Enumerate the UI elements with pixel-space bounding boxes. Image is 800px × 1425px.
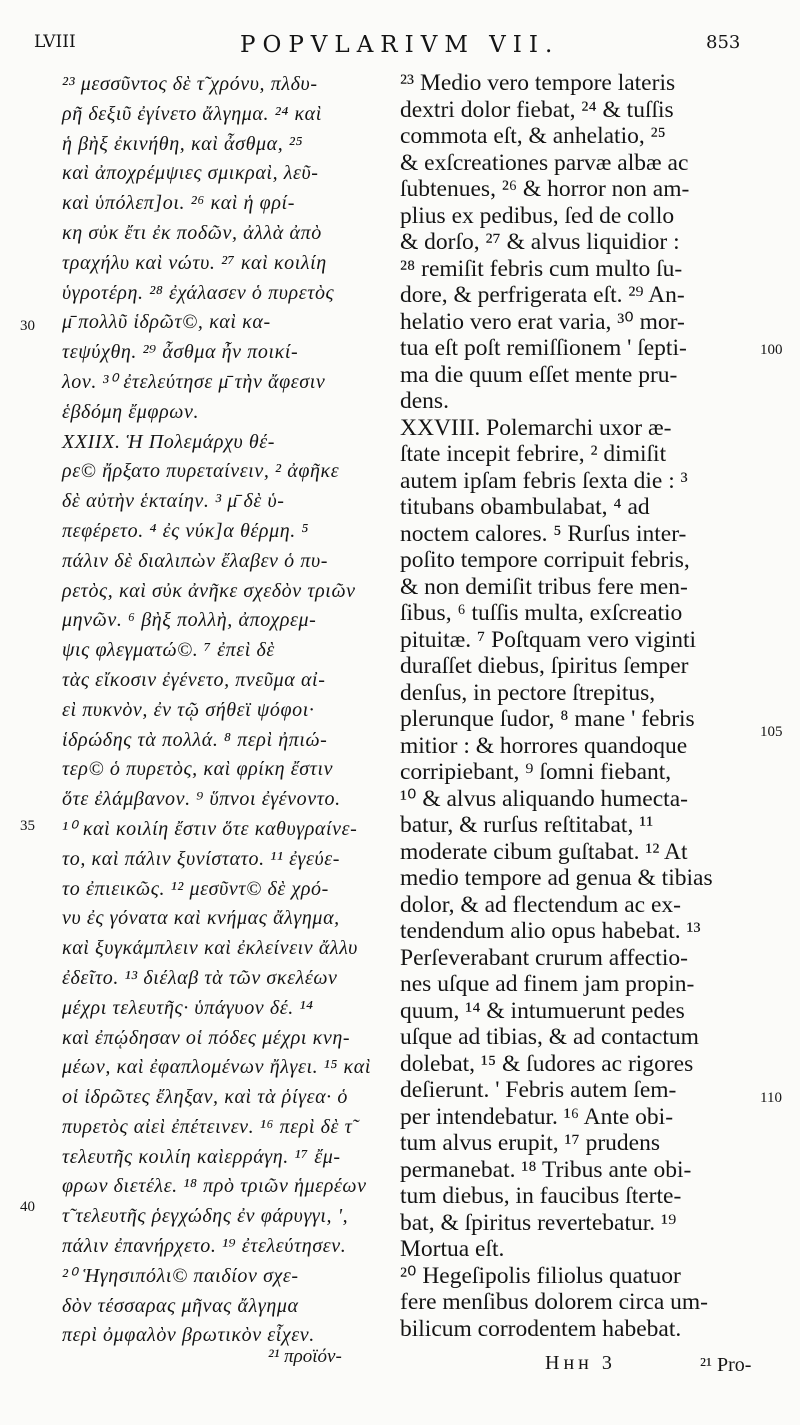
text-line: ma die quum eſſet mente pru- [400, 361, 678, 388]
text-line: πάλιν δὲ διαλιπὼν ἔλαβεν ὁ πυ- [62, 549, 328, 572]
text-line: XXVIII. Polemarchi uxor æ- [400, 414, 672, 441]
text-line: ἡ βὴξ ἐκινήθη, καὶ ἆσθμα, ²⁵ [62, 132, 304, 155]
text-line: ἱδρώδης τὰ πολλά. ⁸ περὶ ἠπιώ- [62, 728, 328, 751]
text-line: per intendebatur. ¹⁶ Ante obi- [400, 1103, 674, 1130]
text-line: ὅτε ἐλάμβανον. ⁹ ὕπνοι ἐγένοντο. [62, 788, 341, 811]
text-line: dens. [400, 388, 449, 414]
text-line: ¹⁰ & alvus aliquando humecta- [400, 785, 688, 812]
text-line: batur, & rurſus reſtitabat, ¹¹ [400, 812, 654, 838]
text-line: noctem calores. ⁵ Rurſus inter- [400, 520, 687, 547]
text-line: το ἐπιεικῶς. ¹² μεσῦντ© δὲ χρό- [62, 877, 329, 900]
text-line: το, καὶ πάλιν ξυνίστατο. ¹¹ ἐγεύε- [62, 847, 341, 870]
text-line: μέχρι τελευτῆς· ὑπάγυον δέ. ¹⁴ [62, 996, 314, 1019]
text-line: τελευτῆς κοιλίη καὶερράγη. ¹⁷ ἔμ- [62, 1145, 341, 1168]
text-line: εὶ πυκνὸν, ἐν τῷ σήθεϊ ψόφοι· [62, 698, 315, 721]
running-header [0, 24, 800, 64]
text-line: μέων, καὶ ἐφαπλομένων ἤλγει. ¹⁵ καὶ [62, 1056, 371, 1079]
margin-number: 110 [760, 1090, 782, 1106]
text-line: deſierunt. ' Febris autem ſem- [400, 1077, 677, 1103]
text-line: ſubtenues, ²⁶ & horror non am- [400, 176, 690, 202]
margin-number: 105 [760, 724, 783, 740]
text-line: & non demiſit tribus fere men- [400, 573, 688, 600]
text-line: περὶ ὀμφαλὸν βρωτικὸν εἶχεν. [62, 1324, 315, 1347]
latin-column [400, 70, 760, 1342]
text-line: καὶ ἀποχρέμψιες σμικραὶ, λεῦ- [62, 162, 319, 185]
text-line: dolor, & ad flectendum ac ex- [400, 891, 681, 918]
text-line: λον. ³⁰ ἐτελεύτησε μ̄ τὴν ἄφεσιν [62, 370, 326, 393]
text-line: commota eſt, & anhelatio, ²⁵ [400, 123, 666, 149]
text-line: ſtate incepit febrire, ² dimiſit [400, 441, 667, 467]
text-line: mitior : & horrores quandoque [400, 732, 688, 759]
text-line: permanebat. ¹⁸ Tribus ante obi- [400, 1156, 692, 1183]
text-line: XXIIX. Ἡ Πολεμάρχυ θέ- [62, 430, 276, 453]
text-line: κη σὐκ ἔτι ἐκ ποδῶν, ἀλλὰ ἀπὸ [62, 221, 322, 244]
text-line: τὰς εἴκοσιν ἐγένετο, πνεῦμα αἰ- [62, 668, 326, 691]
text-line: ²⁰ Ἡγησιπόλι© παιδίον σχε- [62, 1264, 299, 1287]
text-line: δὲ αὐτὴν ἑκταίην. ³ μ̄ δὲ ὑ- [62, 490, 285, 513]
text-line: ²³ μεσσῦντος δὲ τ̃ χρόνυ, πλδυ- [62, 73, 318, 95]
text-line: καὶ ξυγκάμπλειν καὶ ἐκλείνειν ἄλλυ [62, 937, 358, 960]
header-left: LVIII [34, 32, 76, 52]
text-line: ſibus, ⁶ tuſſis multa, exſcreatio [400, 600, 683, 626]
text-line: bilicum corrodentem habebat. [400, 1315, 682, 1342]
text-line: ρε© ἤρξατο πυρεταίνειν, ² ἀφῆκε [62, 460, 340, 483]
text-line: dextri dolor fiebat, ²⁴ & tuſſis [400, 96, 674, 123]
signature-mark: Hнн 3 [545, 1352, 616, 1374]
margin-number: 100 [760, 342, 783, 358]
text-line: ¹⁰ καὶ κοιλίη ἔστιν ὅτε καθυγραίνε- [62, 817, 358, 840]
text-line: τεψύχθη. ²⁹ ἆσθμα ἦν ποικί- [62, 341, 299, 364]
text-line: dore, & perfrigerata eſt. ²⁹ An- [400, 282, 685, 308]
greek-column [62, 70, 384, 1351]
text-line: & exſcreationes parvæ albæ ac [400, 149, 689, 176]
text-line: & dorſo, ²⁷ & alvus liquidior : [400, 229, 680, 255]
text-line: pituitæ. ⁷ Poſtquam vero viginti [400, 626, 697, 653]
text-line: autem ipſam febris ſexta die : ³ [400, 467, 688, 494]
text-line: medio tempore ad genua & tibias [400, 865, 713, 891]
text-line: plerunque ſudor, ⁸ mane ' febris [400, 706, 695, 732]
text-line: moderate cibum guſtabat. ¹² At [400, 838, 688, 865]
text-line: Perſeverabant crurum affectio- [400, 944, 688, 971]
page-number: 853 [706, 32, 741, 53]
text-line: ²⁰ Hegeſipolis filiolus quatuor [400, 1262, 681, 1289]
text-line: πάλιν ἐπανήρχετο. ¹⁹ ἐτελεύτησεν. [62, 1235, 347, 1258]
text-line: duraſſet diebus, ſpiritus ſemper [400, 653, 689, 679]
text-line: Mortua eſt. [400, 1236, 505, 1262]
text-line: fere menſibus dolorem circa um- [400, 1289, 708, 1315]
text-line: τερ© ὁ πυρετὸς, καὶ φρίκη ἔστιν [62, 758, 334, 781]
text-line: quum, ¹⁴ & intumuerunt pedes [400, 997, 685, 1024]
margin-number: 40 [20, 1199, 35, 1215]
text-line: ²³ Medio vero tempore lateris [400, 70, 676, 96]
text-line: corripiebant, ⁹ ſomni fiebant, [400, 759, 672, 785]
text-line: μ̄ πολλῦ ἱδρῶτ©, καὶ κα- [62, 311, 271, 334]
text-line: ἑβδόμη ἔμφρων. [62, 400, 200, 423]
text-line: δὸν τέσσαρας μῆνας ἄλγημα [62, 1294, 299, 1317]
text-line: καὶ ἐπῴδησαν οἱ πόδες μέχρι κνη- [62, 1026, 351, 1049]
margin-number: 35 [20, 818, 35, 834]
text-line: nes uſque ad finem jam propin- [400, 971, 695, 997]
text-line: helatio vero erat varia, ³⁰ mor- [400, 308, 685, 335]
text-line: tendendum alio opus habebat. ¹³ [400, 918, 701, 944]
text-line: νυ ἐς γόνατα καὶ κνήμας ἄλγημα, [62, 907, 340, 930]
text-line: tum diebus, in faucibus ſterte- [400, 1183, 682, 1209]
text-line: ἐδεῖτο. ¹³ διέλαβ τὰ τῶν σκελέων [62, 966, 338, 989]
text-line: τραχήλυ καὶ νώτυ. ²⁷ καὶ κοιλίη [62, 251, 327, 274]
text-line: ψις φλεγματώ©. ⁷ ἐπεὶ δὲ [62, 639, 275, 662]
text-line: tum alvus erupit, ¹⁷ prudens [400, 1130, 660, 1156]
text-line: καὶ ὑπόλεπ]οι. ²⁶ καὶ ἡ φρί- [62, 192, 295, 215]
margin-number: 30 [20, 318, 35, 334]
text-line: ²⁸ remiſit febris cum multo ſu- [400, 255, 683, 282]
text-line: μηνῶν. ⁶ βὴξ πολλὴ, ἀποχρεμ- [62, 609, 317, 632]
header-title: POPVLARIVM VII. [240, 32, 560, 58]
text-line: uſque ad tibias, & ad contactum [400, 1024, 699, 1050]
text-line: ρετὸς, καὶ σὐκ ἀνῆκε σχεδὸν τριῶν [62, 579, 356, 602]
text-line: ὑγροτέρη. ²⁸ ἐχάλασεν ὁ πυρετὸς [62, 281, 335, 304]
text-line: titubans obambulabat, ⁴ ad [400, 494, 650, 520]
text-line: τ̃ τελευτῆς ῥεγχώδης ἐν φάρυγγι, ', [62, 1205, 349, 1228]
text-line: plius ex pedibus, ſed de collo [400, 202, 675, 229]
text-line: ρῆ δεξιῦ ἐγίνετο ἄλγημα. ²⁴ καὶ [62, 102, 322, 125]
text-line: denſus, in pectore ſtrepitus, [400, 679, 656, 706]
catchword: ²¹ Pro- [700, 1354, 752, 1376]
text-line: poſito tempore corripuit febris, [400, 547, 690, 573]
text-line: φρων διετέλε. ¹⁸ πρὸ τριῶν ἡμερέων [62, 1175, 367, 1198]
text-line: bat, & ſpiritus revertebatur. ¹⁹ [400, 1209, 677, 1236]
text-line: πυρετὸς αἰεὶ ἐπέτεινεν. ¹⁶ περὶ δὲ τ̃ [62, 1115, 353, 1138]
text-line: dolebat, ¹⁵ & ſudores ac rigores [400, 1050, 694, 1077]
text-line: πεφέρετο. ⁴ ἐς νύκ]α θέρμη. ⁵ [62, 519, 309, 542]
text-line: tua eſt poſt remiſſionem ' ſepti- [400, 335, 687, 361]
text-line: οἱ ἱδρῶτες ἔληξαν, καὶ τὰ ῥίγεα· ὁ [62, 1086, 348, 1109]
greek-catchword: ²¹ προϊόν- [268, 1346, 342, 1367]
